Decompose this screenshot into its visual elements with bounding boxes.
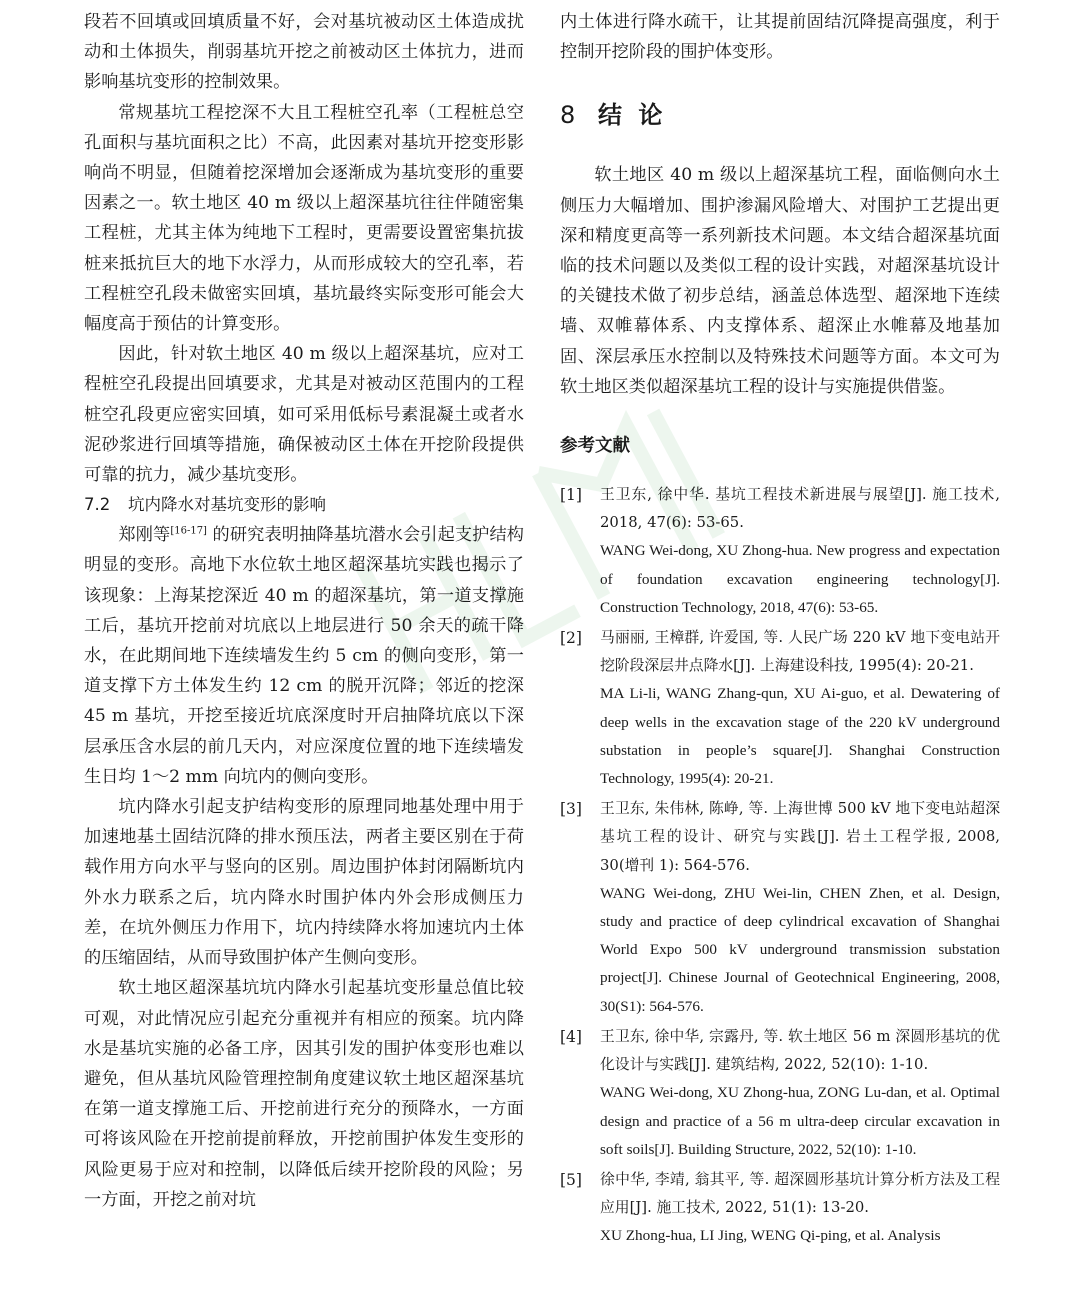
paragraph-text: 的研究表明抽降基坑潜水会引起支护结构明显的变形。高地下水位软土地区超深基坑实践也揭示了该现象：上海某挖深近 40 m 的超深基坑，第一道支撑施工后，基坑开挖前对坑底以上地层进行 50 余天的疏干降水，在此期间地下连续墙发生约 5 cm 的侧向变形，第一道支撑下方土体发生约 12 cm 的脱开沉降；邻近的挖深 45 m 基坑，开挖至接近坑底深度时开启抽降坑底以下深层承压含水层的前几天内，对应深度位置的地下连续墙发生日均 1～2 mm 向坑内的侧向变形。 <box>84 525 524 787</box>
reference-number: [5] <box>560 1170 582 1189</box>
reference-cn: 王卫东, 徐中华. 基坑工程技术新进展与展望[J]. 施工技术, 2018, 47(6): 53-65. <box>600 486 1000 532</box>
section-heading <box>560 95 1000 130</box>
left-column <box>84 0 524 1215</box>
reference-number: [1] <box>560 486 582 505</box>
reference-cn: 王卫东, 朱伟林, 陈峥, 等. 上海世博 500 kV 地下变电站超深基坑工程的设计、研究与实践[J]. 岩土工程学报, 2008, 30(增刊 1): 564-576. <box>600 800 1000 874</box>
reference-number: [3] <box>560 800 582 819</box>
paragraph: 段若不回填或回填质量不好，会对基坑被动区土体造成扰动和土体损失，削弱基坑开挖之前被动区土体抗力，进而影响基坑变形的控制效果。 <box>84 12 524 93</box>
paragraph <box>84 520 524 792</box>
reference-item <box>560 795 1000 1021</box>
reference-en: MA Li-li, WANG Zhang-qun, XU Ai-guo, et al. Dewatering of deep wells in the excavation stage of the 220 kV underground substation in people’s square[J]. Shanghai Construction Technology, 1995(4): 20-21. <box>600 685 1000 788</box>
reference-item <box>560 1023 1000 1164</box>
reference-cn: 马丽丽, 王樟群, 许爱国, 等. 人民广场 220 kV 地下变电站开挖阶段深层井点降水[J]. 上海建设科技, 1995(4): 20-21. <box>600 629 1000 675</box>
reference-item <box>560 624 1000 793</box>
paragraph: 坑内降水引起支护结构变形的原理同地基处理中用于加速地基土固结沉降的排水预压法，两者主要区别在于荷载作用方向水平与竖向的区别。周边围护体封闭隔断坑内外水力联系之后，坑内降水时围护体内外会形成侧压力差，在坑外侧压力作用下，坑内持续降水将加速坑内土体的压缩固结，从而导致围护体产生侧向变形。 <box>84 797 524 969</box>
reference-en: WANG Wei-dong, ZHU Wei-lin, CHEN Zhen, et al. Design, study and practice of deep cylindrical excavation of Shanghai World Expo 500 kV underground transmission substation project[J]. Chinese Journal of Geotechnical Engineering, 2008, 30(S1): 564-576. <box>600 884 1000 1015</box>
paragraph: 内土体进行降水疏干，让其提前固结沉降提高强度，利于控制开挖阶段的围护体变形。 <box>560 12 1000 63</box>
reference-cn: 徐中华, 李靖, 翁其平, 等. 超深圆形基坑计算分析方法及工程应用[J]. 施工技术, 2022, 51(1): 13-20. <box>600 1170 1000 1217</box>
reference-en: WANG Wei-dong, XU Zhong-hua, ZONG Lu-dan, et al. Optimal design and practice of a 56 m ultra-deep circular excavation in soft soils[J]. Building Structure, 2022, 52(10): 1-10. <box>600 1084 1000 1158</box>
section-number: 8 <box>560 101 580 130</box>
reference-en: WANG Wei-dong, XU Zhong-hua. New progress and expectation of foundation excavation engineering technology[J]. Construction Technology, 2018, 47(6): 53-65. <box>600 542 1000 616</box>
reference-number: [4] <box>560 1027 582 1046</box>
subsection-number: 7.2 <box>84 495 111 515</box>
paragraph: 软土地区超深基坑坑内降水引起基坑变形量总值比较可观，对此情况应引起充分重视并有相应的预案。坑内降水是基坑实施的必备工序，因其引发的围护体变形也难以避免，但从基坑风险管理控制角度建议软土地区超深基坑在第一道支撑施工后、开挖前进行充分的预降水，一方面可将该风险在开挖前提前释放，开挖前围护体发生变形的风险更易于应对和控制，以降低后续开挖阶段的风险；另一方面，开挖之前对坑 <box>84 978 524 1210</box>
reference-cn: 王卫东, 徐中华, 宗露丹, 等. 软土地区 56 m 深圆形基坑的优化设计与实践[J]. 建筑结构, 2022, 52(10): 1-10. <box>600 1027 1000 1074</box>
paragraph: 因此，针对软土地区 40 m 级以上超深基坑，应对工程桩空孔段提出回填要求，尤其是对被动区范围内的工程桩空孔段更应密实回填，如可采用低标号素混凝土或者水泥砂浆进行回填等措施，确保被动区土体在开挖阶段提供可靠的抗力，减少基坑变形。 <box>84 344 524 486</box>
paragraph: 常规基坑工程挖深不大且工程桩空孔率（工程桩总空孔面积与基坑面积之比）不高，此因素对基坑开挖变形影响尚不明显，但随着挖深增加会逐渐成为基坑变形的重要因素之一。软土地区 40 m 级以上超深基坑往往伴随密集工程桩，尤其主体为纯地下工程时，更需要设置密集抗拔桩来抵抗巨大的地下水浮力，从而形成较大的空孔率，若工程桩空孔段未做密实回填，基坑最终实际变形可能会大幅度高于预估的计算变形。 <box>84 102 524 335</box>
reference-item <box>560 481 1000 622</box>
reference-number: [2] <box>560 629 582 648</box>
right-column <box>560 0 1000 1253</box>
author-text: 郑刚等 <box>118 525 171 546</box>
subsection-heading <box>84 490 524 520</box>
section-title: 结 论 <box>598 101 667 130</box>
citation: [16-17] <box>170 525 207 537</box>
reference-item <box>560 1166 1000 1251</box>
reference-en: XU Zhong-hua, LI Jing, WENG Qi-ping, et al. Analysis <box>600 1227 941 1245</box>
paragraph: 软土地区 40 m 级以上超深基坑工程，面临侧向水土侧压力大幅增加、围护渗漏风险增大、对围护工艺提出更深和精度更高等一系列新技术问题。本文结合超深基坑面临的技术问题以及类似工程的设计实践，对超深基坑设计的关键技术做了初步总结，涵盖总体选型、超深地下连续墙、双帷幕体系、内支撑体系、超深止水帷幕及地基加固、深层承压水控制以及特殊技术问题等方面。本文可为软土地区类似超深基坑工程的设计与实施提供借鉴。 <box>560 165 1000 397</box>
subsection-title: 坑内降水对基坑变形的影响 <box>128 495 326 515</box>
references-title: 参考文献 <box>560 436 630 457</box>
